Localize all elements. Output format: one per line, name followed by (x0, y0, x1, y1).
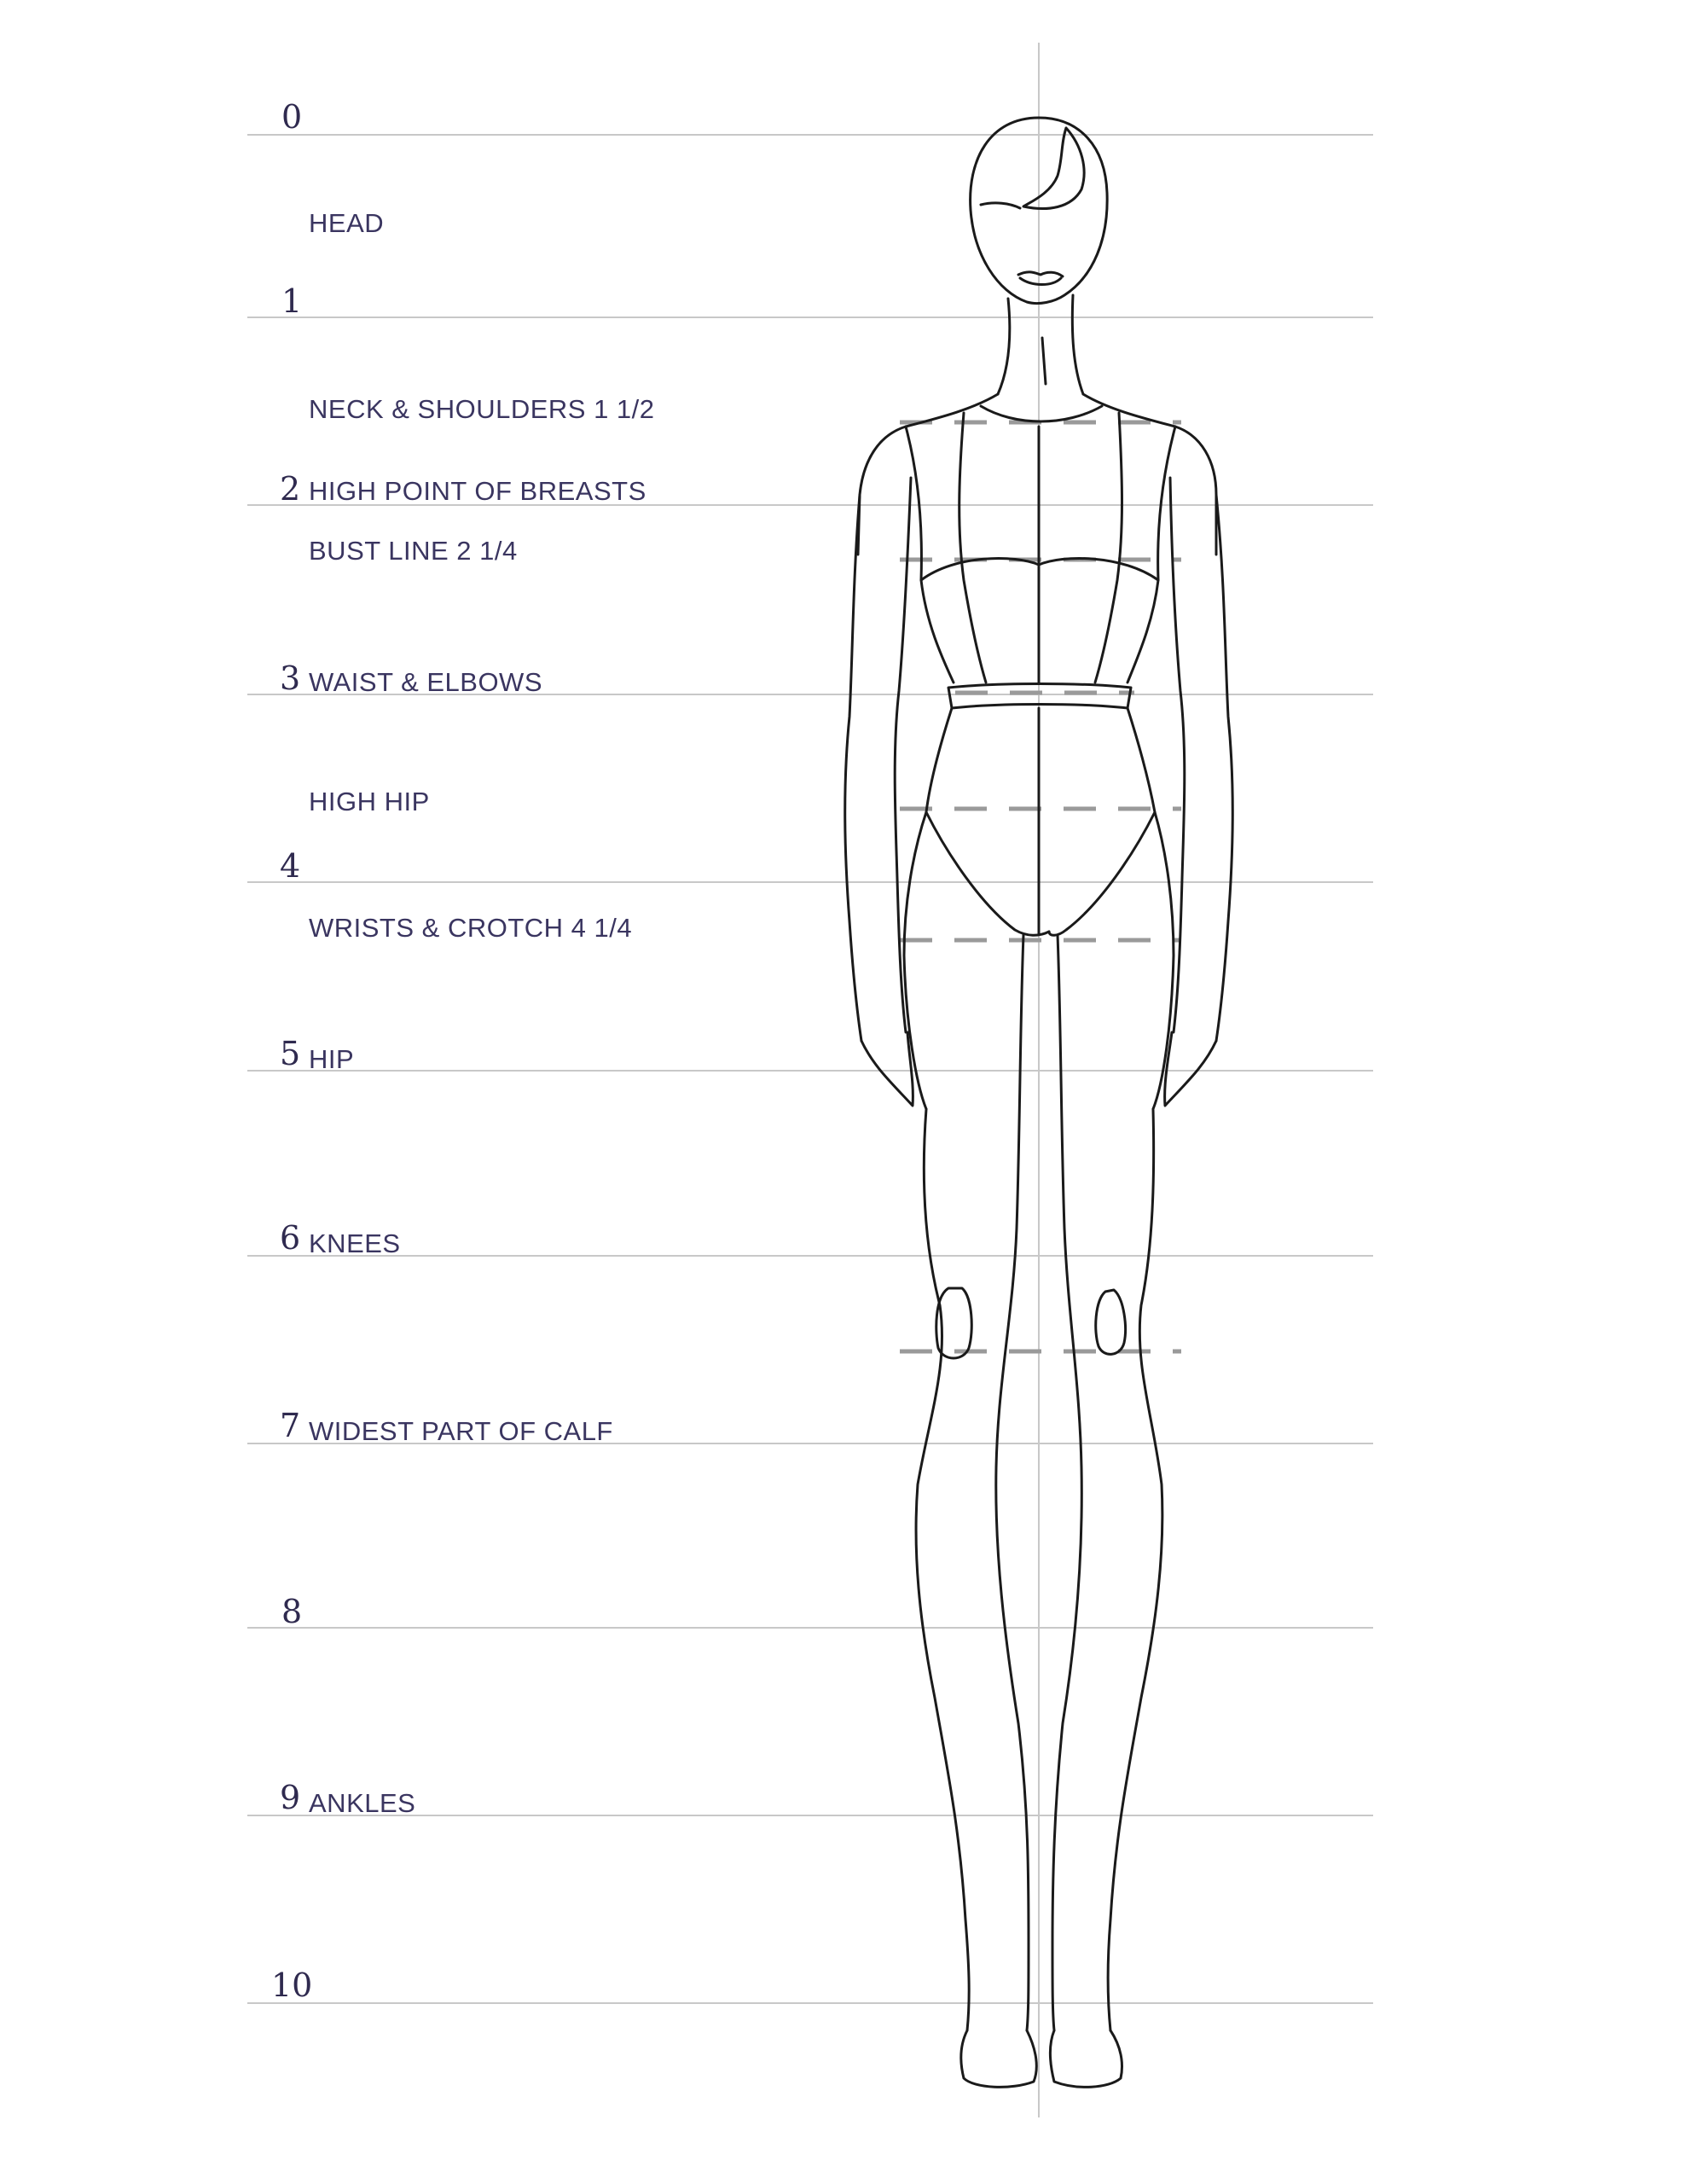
label-hip: HIP (309, 1044, 355, 1074)
mouth-lower (1020, 278, 1061, 285)
leotard-right (1049, 708, 1155, 935)
label-neck-shoulders: NECK & SHOULDERS 1 1/2 (309, 394, 655, 424)
collar (981, 406, 1102, 421)
scale-mark-7: 7 (280, 1407, 301, 1444)
scale-mark-5: 5 (280, 1035, 301, 1072)
foot-left (961, 2030, 1037, 2087)
leotard-left (926, 708, 1049, 935)
leg-right-outer (1108, 1109, 1162, 2030)
mouth-upper (1018, 272, 1063, 276)
scale-mark-9: 9 (280, 1779, 301, 1816)
label-wrists-crotch: WRISTS & CROTCH 4 1/4 (309, 913, 633, 943)
eyebrow (981, 203, 1020, 208)
torso-right (1128, 427, 1175, 682)
scale-mark-3: 3 (280, 659, 301, 697)
scale-mark-6: 6 (280, 1219, 301, 1257)
scale-mark-10: 10 (271, 1966, 313, 2004)
leg-right-inner (1052, 935, 1081, 2030)
torso-left (906, 427, 954, 682)
scale-mark-0: 0 (281, 98, 303, 136)
arm-left-outer (845, 495, 861, 1041)
label-knees: KNEES (309, 1228, 401, 1258)
foot-right (1050, 2030, 1122, 2087)
hip-right (1153, 812, 1174, 1109)
scale-mark-2: 2 (280, 470, 301, 508)
leg-left-inner (996, 935, 1029, 2030)
neck-right (1072, 295, 1083, 394)
label-high-hip: HIGH HIP (309, 787, 430, 816)
label-high-point-breasts: HIGH POINT OF BREASTS (309, 476, 646, 506)
shoulder-left (858, 394, 998, 555)
label-widest-calf: WIDEST PART OF CALF (309, 1416, 613, 1446)
scale-mark-1: 1 (281, 282, 303, 320)
dashed-lines (900, 422, 1181, 1351)
hair-line (1023, 128, 1084, 209)
arm-right-outer (1216, 495, 1232, 1041)
knee-right (1096, 1290, 1126, 1354)
princess-seam-left (959, 413, 986, 682)
neck-center (1042, 338, 1046, 384)
label-head: HEAD (309, 208, 385, 238)
princess-seam-right (1095, 413, 1122, 682)
neck-left (998, 299, 1010, 394)
scale-mark-8: 8 (281, 1593, 303, 1630)
hip-left (904, 812, 926, 1109)
label-bust-line: BUST LINE 2 1/4 (309, 536, 518, 566)
shoulder-right (1083, 394, 1216, 555)
label-ankles: ANKLES (309, 1788, 416, 1818)
scale-mark-4: 4 (280, 847, 301, 885)
label-waist-elbows: WAIST & ELBOWS (309, 667, 542, 697)
hand-right (1165, 1032, 1216, 1106)
leg-left-outer (916, 1109, 969, 2030)
hand-left (861, 1032, 913, 1106)
